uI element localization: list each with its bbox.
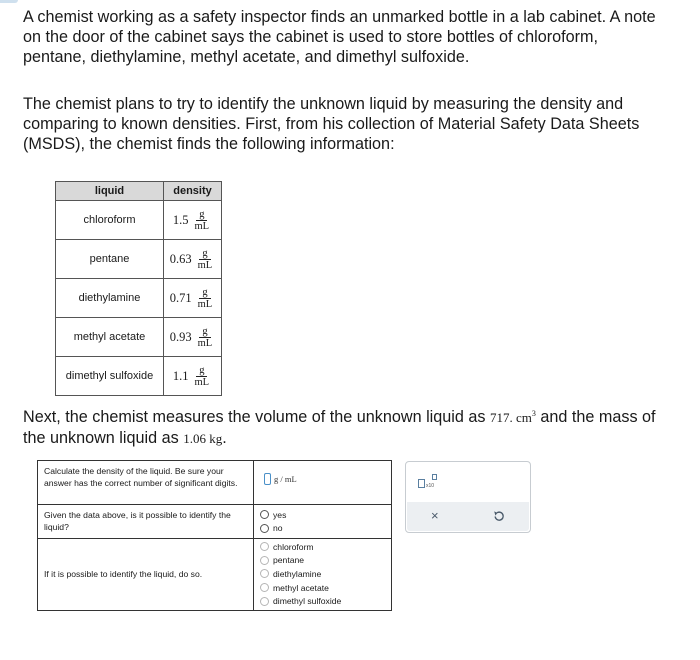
identify-option[interactable] (260, 508, 391, 522)
radio-icon[interactable] (260, 510, 269, 519)
density-value-cell (164, 240, 222, 279)
top-accent (0, 0, 18, 3)
density-row (56, 201, 222, 240)
liquid-name: pentane (56, 240, 164, 279)
density-value: 0.93 $\frac{g}{mL}$ (170, 326, 215, 349)
density-answer-group (264, 473, 297, 485)
intro-paragraph-2: The chemist plans to try to identify the unknown liquid by measuring the density and comparing to known densities. First, from his collection of Material Safety Data Sheets (MSDS), the chemist finds the following information: (23, 95, 640, 153)
density-table (55, 181, 222, 396)
liquid-options-cell (254, 539, 392, 611)
density-row (56, 318, 222, 357)
density-value: 0.63 $\frac{g}{mL}$ (170, 248, 215, 271)
liquid-option[interactable] (260, 554, 391, 568)
density-value: 1.5 $\frac{g}{mL}$ (173, 209, 212, 232)
density-value-cell (164, 318, 222, 357)
radio-icon[interactable] (260, 524, 269, 533)
option-label: diethylamine (273, 568, 322, 579)
radio-icon[interactable] (260, 597, 269, 606)
header-density: density (164, 182, 222, 201)
density-value-cell (164, 279, 222, 318)
density-value: 1.1 $\frac{g}{mL}$ (173, 365, 212, 388)
liquid-option[interactable] (260, 567, 391, 581)
density-value: 0.71 $\frac{g}{mL}$ (170, 287, 215, 310)
radio-icon[interactable] (260, 583, 269, 592)
question-liquid-prompt: If it is possible to identify the liquid, do so. (38, 539, 254, 611)
liquid-name: chloroform (56, 201, 164, 240)
question-density-prompt: Calculate the density of the liquid. Be sure your answer has the correct number of significant digits. (38, 461, 254, 505)
tools-action-bar (407, 502, 529, 531)
clear-button[interactable]: × (431, 508, 439, 523)
density-row (56, 240, 222, 279)
liquid-name: dimethyl sulfoxide (56, 357, 164, 396)
volume-value: 717. $cm^3$ (489, 409, 536, 425)
question-identify-prompt: Given the data above, is it possible to identify the liquid? (38, 505, 254, 539)
density-unit: $\frac{g}{mL}$ (194, 364, 210, 388)
radio-icon[interactable] (260, 569, 269, 578)
liquid-name: methyl acetate (56, 318, 164, 357)
liquid-name: diethylamine (56, 279, 164, 318)
scientific-notation-button[interactable] (418, 474, 440, 490)
option-label: dimethyl sulfoxide (273, 596, 342, 607)
density-value-cell (164, 357, 222, 396)
density-answer-unit: g / mL (274, 474, 297, 484)
density-value-cell (164, 201, 222, 240)
mass-value: 1.06 kg (183, 431, 223, 446)
density-answer-input[interactable] (264, 473, 271, 485)
liquid-option[interactable] (260, 594, 391, 608)
identify-radio-group (254, 505, 391, 535)
liquid-option[interactable] (260, 581, 391, 595)
option-label: chloroform (273, 541, 314, 552)
density-unit: $\frac{g}{mL}$ (197, 286, 213, 310)
sci-x10-label: x10 (426, 483, 435, 489)
measurement-paragraph: Next, the chemist measures the volume of the unknown liquid as 717. $cm^3$ and the mass of the unknown liquid as 1.06 kg. (23, 408, 656, 447)
density-unit: $\frac{g}{mL}$ (197, 325, 213, 349)
identify-option[interactable] (260, 522, 391, 536)
identify-options-cell (254, 505, 392, 539)
density-row (56, 279, 222, 318)
density-unit: $\frac{g}{mL}$ (197, 247, 213, 271)
radio-icon[interactable] (260, 556, 269, 565)
sci-exponent-box-icon (432, 474, 437, 480)
undo-icon[interactable] (492, 509, 506, 523)
intro-paragraph-1: A chemist working as a safety inspector finds an unmarked bottle in a lab cabinet. A note on the door of the cabinet says the cabinet is used to store bottles of chloroform, pentane, diethylamine, methyl acetate, and dimethyl sulfoxide. (23, 8, 656, 66)
sci-base-box-icon (418, 479, 425, 488)
answer-tools-panel (405, 461, 531, 533)
option-label: pentane (273, 555, 305, 566)
density-row (56, 357, 222, 396)
option-label: methyl acetate (273, 582, 329, 593)
radio-icon[interactable] (260, 542, 269, 551)
option-label: yes (273, 509, 287, 520)
header-liquid: liquid (56, 182, 164, 201)
density-unit: $\frac{g}{mL}$ (194, 208, 210, 232)
option-label: no (273, 523, 283, 534)
question-table (37, 460, 392, 611)
liquid-radio-group (254, 539, 391, 608)
density-answer-cell (254, 461, 392, 505)
liquid-option[interactable] (260, 540, 391, 554)
